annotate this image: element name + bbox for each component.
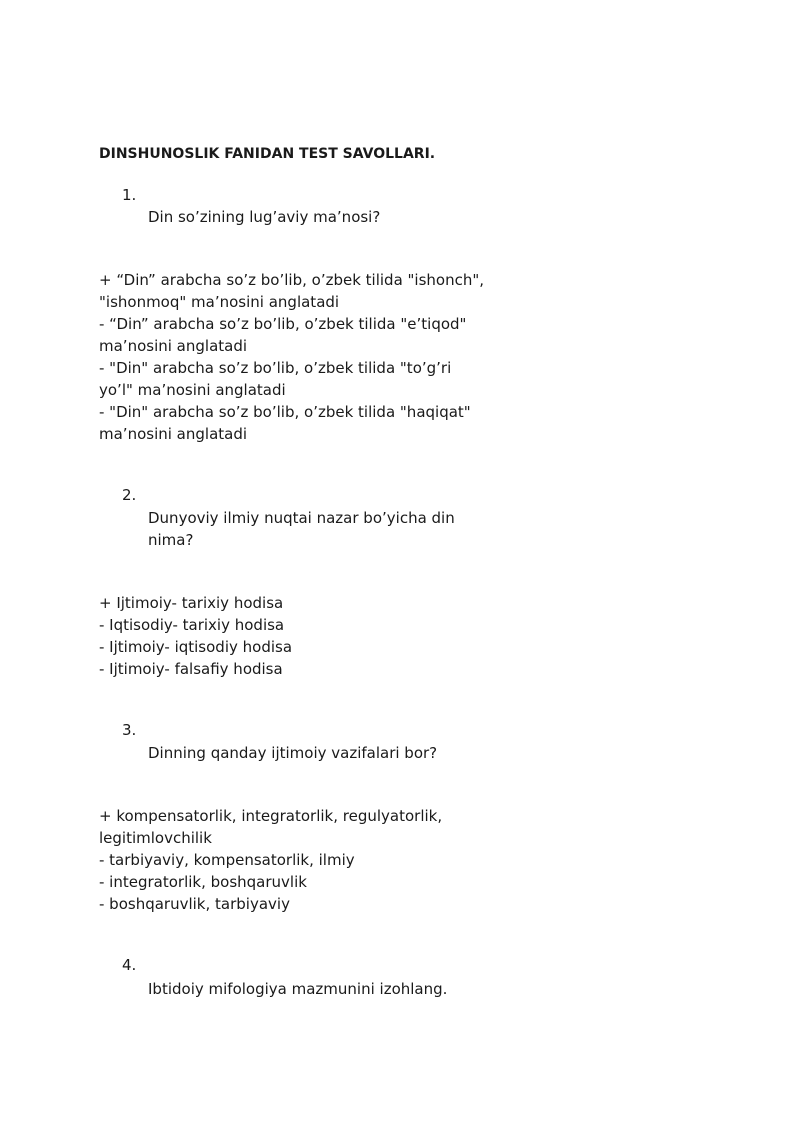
document-title: DINSHUNOSLIK FANIDAN TEST SAVOLLARI. (99, 146, 436, 162)
question-3-text: Dinning qanday ijtimoiy vazifalari bor? (148, 744, 438, 762)
answer-item: + Ijtimoiy- tarixiy hodisa (99, 594, 284, 612)
question-3-number: 3. (122, 721, 137, 739)
answer-item: - “Din” arabcha so’z bo’lib, o’zbek tilida "e’tiqod" ma’nosini anglatadi (99, 315, 467, 355)
answer-item: - "Din" arabcha so’z bo’lib, o’zbek tilida "to’g’ri yo’l" ma’nosini anglatadi (99, 359, 452, 399)
question-2-answers (99, 592, 489, 680)
answer-item: - boshqaruvlik, tarbiyaviy (99, 895, 290, 913)
answer-item: + “Din” arabcha so’z bo’lib, o’zbek tilida "ishonch", "ishonmoq" ma’nosini anglatadi (99, 271, 485, 311)
answer-item: - tarbiyaviy, kompensatorlik, ilmiy (99, 851, 355, 869)
answer-item: - integratorlik, boshqaruvlik (99, 873, 307, 891)
question-2-number: 2. (122, 486, 137, 504)
answer-item: - "Din" arabcha so’z bo’lib, o’zbek tilida "haqiqat" ma’nosini anglatadi (99, 403, 471, 443)
question-3-answers (99, 805, 489, 915)
question-1-number: 1. (122, 186, 137, 204)
question-1-text: Din so’zining lug’aviy ma’nosi? (148, 208, 381, 226)
answer-item: + kompensatorlik, integratorlik, regulyatorlik, legitimlovchilik (99, 807, 443, 847)
question-1-answers (99, 269, 489, 445)
question-4-number: 4. (122, 956, 137, 974)
answer-item: - Iqtisodiy- tarixiy hodisa (99, 616, 285, 634)
answer-item: - Ijtimoiy- falsafiy hodisa (99, 660, 283, 678)
question-4-text: Ibtidoiy mifologiya mazmunini izohlang. (148, 980, 448, 998)
question-2-text: Dunyoviy ilmiy nuqtai nazar bo’yicha din nima? (148, 509, 455, 549)
answer-item: - Ijtimoiy- iqtisodiy hodisa (99, 638, 293, 656)
